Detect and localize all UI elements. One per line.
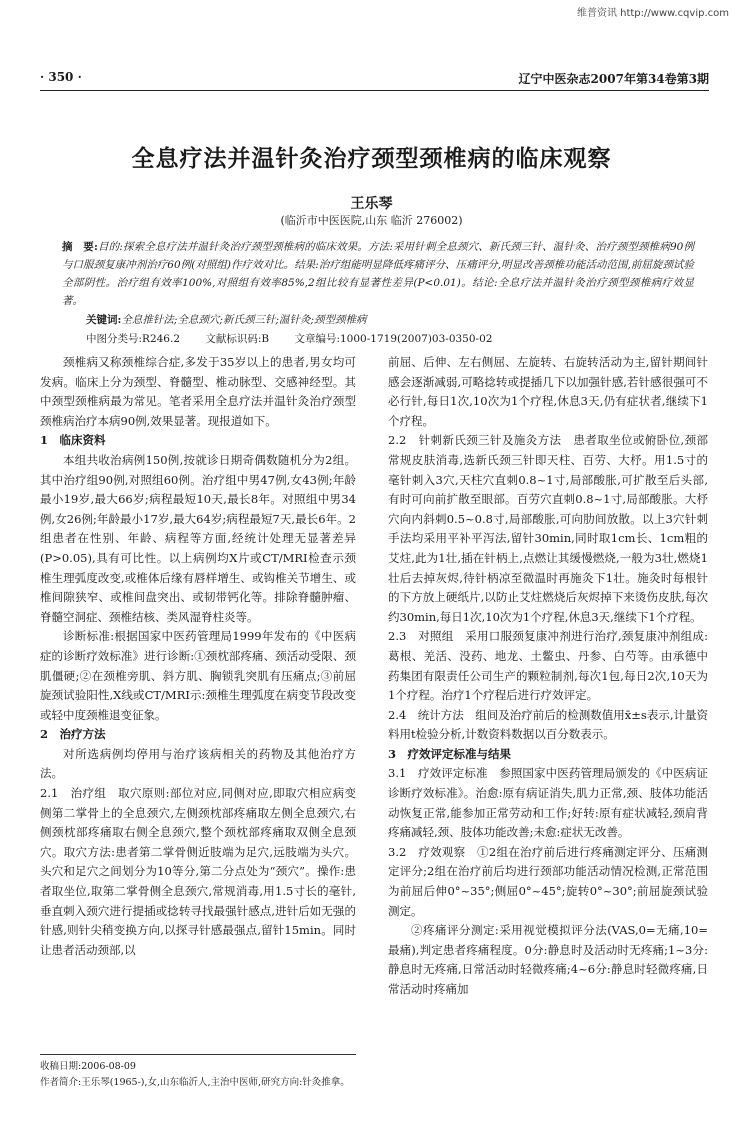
- page-number: · 350 ·: [40, 70, 82, 84]
- paragraph: 对所选病例均停用与治疗该病相关的药物及其他治疗方法。: [40, 746, 356, 781]
- section-heading: 2 治疗方法: [40, 727, 106, 742]
- paper-title: 全息疗法并温针灸治疗颈型颈椎病的临床观察: [131, 145, 612, 172]
- abstract-label: 摘 要:: [62, 241, 98, 253]
- header-rule: [40, 90, 709, 91]
- paragraph: 前屈、后伸、左右侧屈、左旋转、右旋转活动为主,留针期间针感会逐渐减弱,可略捻转或提插几下以加强针感,若针感很强可不必行针,每日1次,10次为1个疗程,休息3天,仍有症状者,继续下1个疗程。: [388, 355, 708, 428]
- paragraph: 2.4 统计方法 组间及治疗前后的检测数值用x̄±s表示,计量资料用t检验分析,计数资料数据以百分数表示。: [388, 707, 708, 742]
- paragraph: 3.2 疗效观察 ①2组在治疗前后进行疼痛测定评分、压痛测定评分;2组在治疗前后均进行颈部功能活动情况检测,正常范围为前屈后伸0°~35°;侧屈0°~45°;旋转0°~30°;前屈旋颈试验测定。: [388, 844, 708, 918]
- paragraph: 2.3 对照组 采用口服颈复康冲剂进行治疗,颈复康冲剂组成:葛根、羌活、没药、地龙、土鳖虫、丹参、白芍等。由承德中药集团有限责任公司生产的颗粒制剂,每次1包,每日2次,10天为1个疗程。治疗1个疗程后进行疗效评定。: [388, 629, 708, 703]
- footnote-rule: [40, 1054, 356, 1055]
- paragraph: 3.1 疗效评定标准 参照国家中医药管理局颁发的《中医病证诊断疗效标准》。治愈:原有病证消失,肌力正常,颈、肢体功能活动恢复正常,能参加正常劳动和工作;好转:原有症状减轻,颈肩背疼痛减轻,颈、肢体功能改善;未愈:症状无改善。: [388, 766, 708, 840]
- section-heading: 3 疗效评定标准与结果: [388, 746, 512, 761]
- journal-citation: 辽宁中医杂志2007年第34卷第3期: [518, 72, 709, 86]
- paragraph: ②疼痛评分测定:采用视觉模拟评分法(VAS,0=无痛,10=最痛),判定患者疼痛程度。0分:静息时及活动时无疼痛;1~3分:静息时无疼痛,日常活动时轻微疼痛;4~6分:静息时轻微疼痛,日常活动时疼痛加: [388, 923, 708, 996]
- author-name: 王乐琴: [350, 196, 393, 212]
- left-column: [40, 353, 356, 960]
- paragraph: 颈椎病又称颈椎综合症,多发于35岁以上的患者,男女均可发病。临床上分为颈型、脊髓型、椎动脉型、交感神经型。其中颈型颈椎病最为常见。笔者采用全息疗法并温针灸治疗颈型颈椎病治疗本病90例,效果显著。现报道如下。: [40, 355, 356, 428]
- running-header: [40, 70, 709, 90]
- author-bio: 作者简介:王乐琴(1965-),女,山东临沂人,主治中医师,研究方向:针灸推拿。: [40, 1077, 350, 1088]
- paragraph: 本组共收治病例150例,按就诊日期奇偶数随机分为2组。其中治疗组90例,对照组60例。治疗组中男47例,女43例;年龄最小19岁,最大66岁;病程最短10天,最长8年。对照组中男34例,女26例;年龄最小17岁,最大64岁;病程最短7天,最长6年。2组患者在性别、年龄、病程等方面,经统计处理无显著差异(P>0.05),具有可比性。以上病例均X片或CT/MRI检查示颈椎生理弧度改变,或椎体后缘有唇样增生、或钩椎关节增生、或椎间隙狭窄、或椎间盘突出、或韧带钙化等。排除脊髓肿瘤、脊髓空洞症、颈椎结核、类风湿脊柱炎等。: [40, 452, 356, 624]
- footnotes: [40, 1059, 356, 1091]
- right-column: [388, 353, 708, 1000]
- received-date: 收稿日期:2006-08-09: [40, 1061, 136, 1072]
- keywords-label: 关键词:: [86, 314, 122, 326]
- keywords: [86, 312, 367, 327]
- classification-line: [86, 331, 514, 346]
- section-heading: 1 临床资料: [40, 433, 106, 448]
- document-code: 文献标识码:B: [205, 333, 270, 345]
- article-number: 文章编号:1000-1719(2007)03-0350-02: [294, 333, 493, 345]
- abstract: [62, 238, 694, 310]
- keywords-text: 全息推针法;全息颈穴;新氏颈三针;温针灸;颈型颈椎病: [121, 314, 367, 326]
- paragraph: 2.2 针刺新氏颈三针及施灸方法 患者取坐位或俯卧位,颈部常规皮肤消毒,选新氏颈三针即天柱、百劳、大杼。用1.5寸的毫针刺入3穴,天柱穴直刺0.8~1寸,局部酸胀,可扩散至后头部,有时可向前扩散至眼部。百劳穴直刺0.8~1寸,局部酸胀。大杼穴向内斜刺0.5~0.8寸,局部酸胀,可向肋间放散。以上3穴针刺手法均采用平补平泻法,留针30min,同时取1cm长、1cm粗的艾炷,此为1壮,插在针柄上,点燃让其缓慢燃烧,一般为3壮,燃烧1壮后去掉灰烬,待针柄凉至微温时再施灸下1壮。施灸时每根针的下方放上硬纸片,以防止艾炷燃烧后灰烬掉下来烫伤皮肤,每次约30min,每日1次,10次为1个疗程,休息3天,继续下1个疗程。: [388, 433, 708, 624]
- paragraph: 诊断标准:根据国家中医药管理局1999年发布的《中医病症的诊断疗效标准》进行诊断:①颈枕部疼痛、颈活动受限、颈肌僵硬;②在颈椎旁肌、斜方肌、胸锁乳突肌有压痛点;③前屈旋颈试验阳性,X线或CT/MRI示:颈椎生理弧度在病变节段改变或轻中度颈椎退变征象。: [40, 629, 356, 722]
- author-affiliation: (临沂市中医医院,山东 临沂 276002): [280, 214, 463, 227]
- clc-number: 中图分类号:R246.2: [86, 333, 181, 345]
- abstract-text: 目的:探索全息疗法并温针灸治疗颈型颈椎病的临床效果。方法:采用针刺全息颈穴、新氏颈三针、温针灸、治疗颈型颈椎病90例与口服颈复康冲剂治疗60例(对照组)作疗效对比。结果:治疗组能明显降低疼痛评分、压痛评分,明显改善颈椎功能活动范围,前屈旋颈试验全部阴性。治疗组有效率100%,对照组有效率85%,2组比较有显著性差异(P<0.01)。结论:全息疗法并温针灸治疗颈型颈椎病疗效显著。: [62, 241, 694, 307]
- watermark: 维普资讯 http://www.cqvip.com: [576, 8, 729, 19]
- paragraph: 2.1 治疗组 取穴原则:部位对应,同侧对应,即取穴相应病变侧第二掌骨上的全息颈穴,左侧颈枕部疼痛取左侧全息颈穴,右侧颈枕部疼痛取右侧全息颈穴,整个颈枕部疼痛取双侧全息颈穴。取穴方法:患者第二掌骨侧近肢端为足穴,远肢端为头穴。头穴和足穴之间划分为10等分,第二分点处为“颈穴”。操作:患者取坐位,取第二掌骨侧全息颈穴,常规消毒,用1.5寸长的毫针,垂直刺入颈穴进行提插或捻转寻找最强针感点,进针后如无强的针感,则针尖稍变换方向,以探寻针感最强点,留针15min。同时让患者活动颈部,以: [40, 786, 356, 957]
